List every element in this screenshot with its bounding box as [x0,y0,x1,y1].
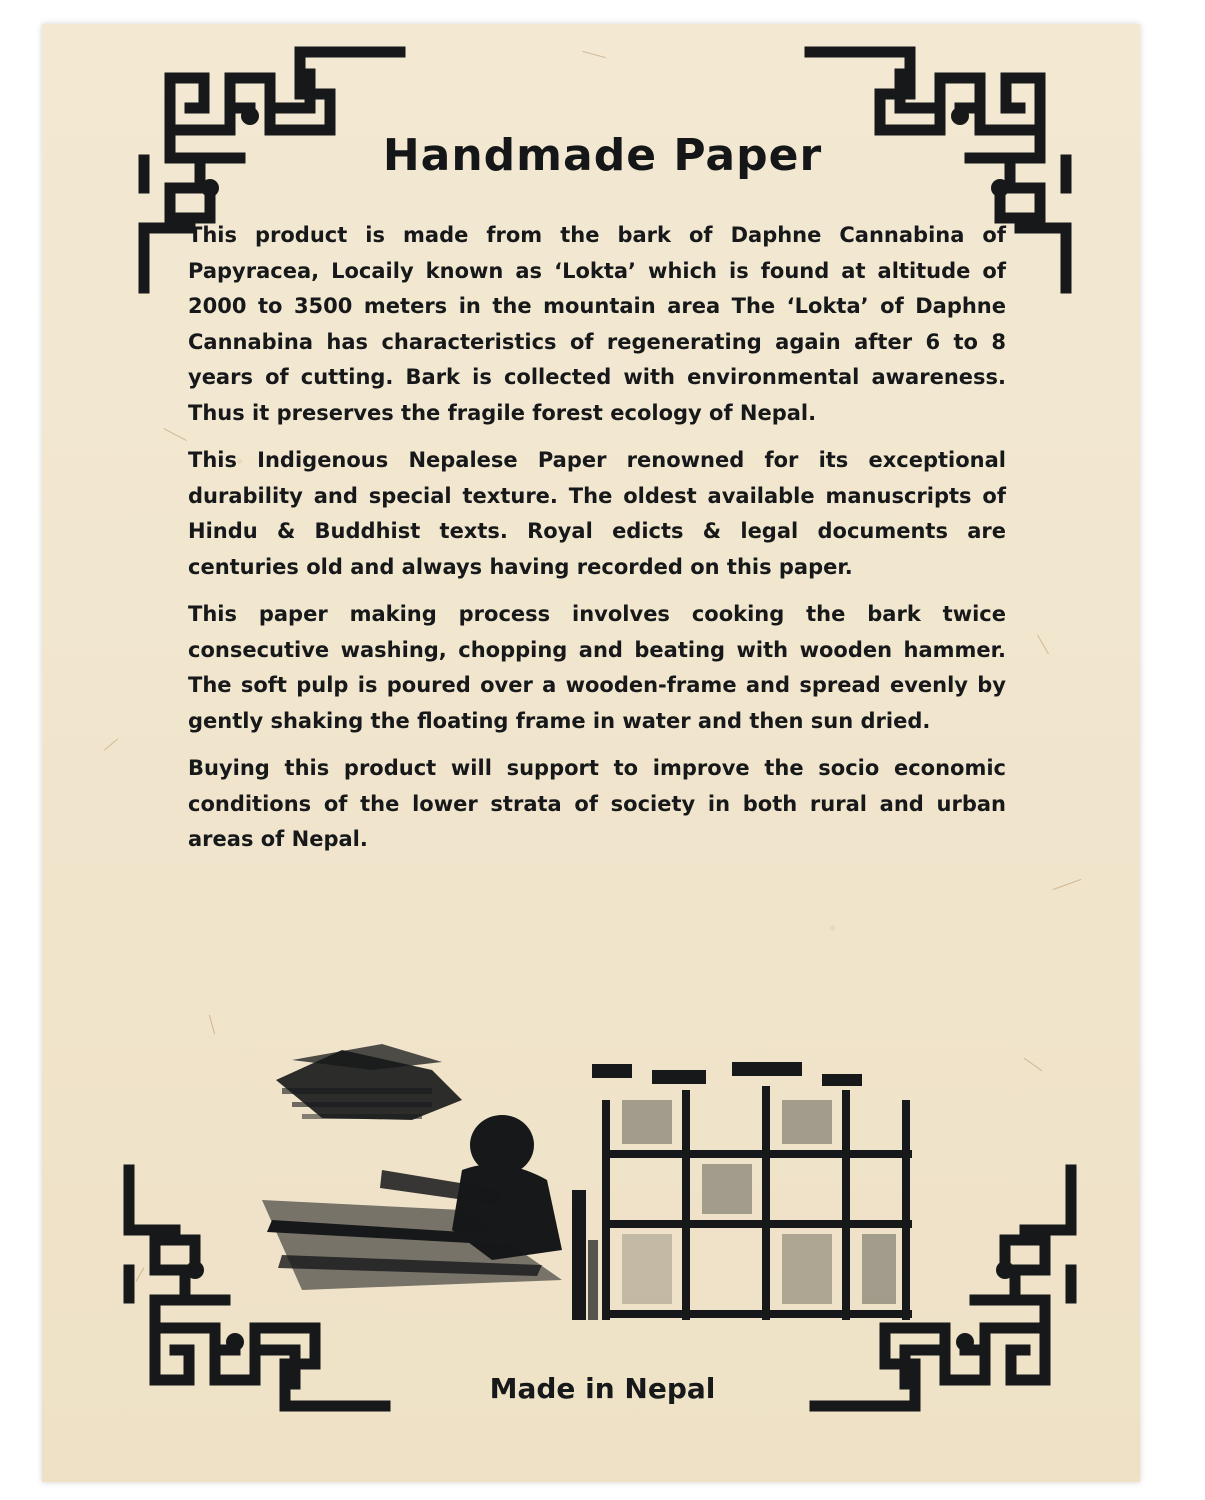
paragraph-support: Buying this product will support to improve the socio economic conditions of the lower strata of society in both rural and urban areas of Nepal. [188,756,1006,851]
paper-fiber [1037,635,1049,655]
papermaker-illustration-icon [262,1040,922,1340]
paragraph-durability: This Indigenous Nepalese Paper renowned for its exceptional durability and special texture. The oldest available manuscripts of Hindu & Buddhist texts. Royal edicts & legal documents are centuries old and always having recorded on this paper. [188,448,1006,579]
paper-fiber [582,51,605,58]
paragraph-lokta-origin: This product is made from the bark of Daphne Cannabina of Papyracea, Locaily known as ‘Lokta’ which is found at altitude of 2000 to 3500 meters in the mountain area The ‘Lokta’ of Daphne Cannabina has characteristics of regenerating again after 6 to 8 years of cutting. Bark is collected with environmental awareness. Thus it preserves the fragile forest ecology of Nepal. [188,223,1006,425]
paper-fiber [209,1015,215,1035]
paper-fiber [104,738,118,750]
made-in-nepal-label: Made in Nepal [489,1372,716,1405]
paper-fiber [1024,1058,1043,1071]
paragraph-process: This paper making process involves cooking the bark twice consecutive washing, chopping and beating with wooden hammer. The soft pulp is poured over a wooden-frame and spread evenly by gently shaking the floating frame in water and then sun dried. [188,602,1006,733]
paper-fiber [163,428,186,441]
document-title: Handmade Paper [382,130,823,181]
document-body [188,218,1006,870]
paper-fiber [1053,879,1082,890]
